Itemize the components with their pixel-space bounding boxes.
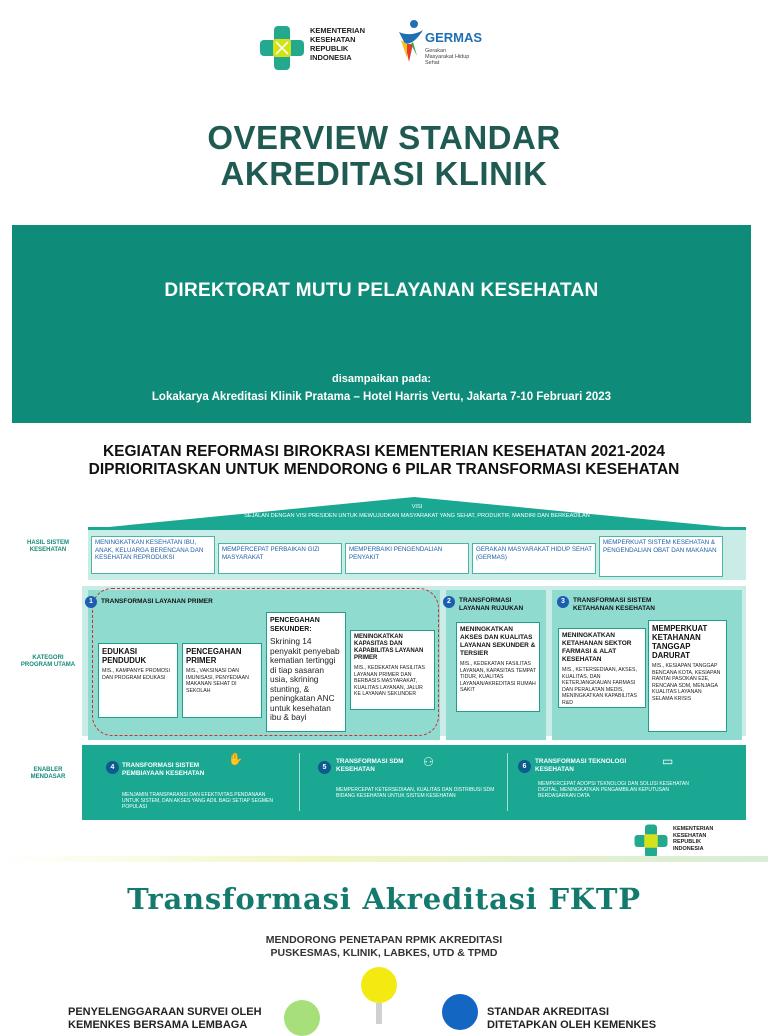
pillar-number: 2 — [443, 596, 455, 608]
yellow-node-icon — [361, 967, 397, 1003]
outcome-box: GERAKAN MASYARAKAT HIDUP SEHAT (GERMAS) — [472, 543, 596, 574]
blue-node-icon — [442, 994, 478, 1030]
standard-text: STANDAR AKREDITASI DITETAPKAN OLEH KEMENKES — [487, 1006, 657, 1031]
enabler-desc: MEMPERCEPAT KETERSEDIAAN, KUALITAS DAN DISTRIBUSI SDM BIDANG KESEHATAN UNTUK SISTEM KESEHATAN — [336, 787, 495, 800]
cover-title: OVERVIEW STANDAR AKREDITASI KLINIK — [207, 119, 561, 192]
label-kategori-program: KATEGORI PROGRAM UTAMA — [20, 655, 76, 668]
germas-logo-name: GERMAS — [425, 30, 483, 45]
vision-text: SEJALAN DENGAN VISI PRESIDEN UNTUK MEWUJUDKAN MASYARAKAT YANG SEHAT, PRODUKTIF, MANDIRI DAN BERKEADILAN — [244, 513, 590, 519]
fktp-title: Transformasi Akreditasi FKTP — [127, 882, 641, 916]
pillar-title: TRANSFORMASI LAYANAN RUJUKAN — [459, 597, 524, 612]
fktp-subtitle: MENDORONG PENETAPAN RPMK AKREDITASI PUSKESMAS, KLINIK, LABKES, UTD & TPMD — [265, 934, 503, 959]
program-box: MENINGKATKAN KETAHANAN SEKTOR FARMASI & ALAT KESEHATAN MIS., KETERSEDIAAN, AKSES, KUALITAS, DAN KETERJANGKAUAN FARMASI DAN PERALATAN MEDIS, MENINGKATKAN KAPABILITAS R&D — [558, 628, 646, 708]
program-box: MENINGKATKAN KAPASITAS DAN KAPABILITAS LAYANAN PRIMER MIS., KEDEKATAN FASILITAS LAYANAN PRIMER DAN BERBASIS MASYARAKAT, KUALITAS LAYANAN, JALUR KE LAYANAN SEKUNDER — [350, 630, 435, 710]
monitor-icon: ▭ — [662, 754, 674, 768]
green-node-icon — [284, 1000, 320, 1036]
enabler-title: TRANSFORMASI TEKNOLOGI KESEHATAN — [535, 758, 627, 773]
enabler-title: TRANSFORMASI SDM KESEHATAN — [336, 758, 404, 773]
presented-at-label: disampaikan pada: — [331, 373, 432, 385]
slide-cover — [0, 0, 768, 425]
enabler-number: 4 — [106, 761, 119, 774]
kemenkes-logo-small-text: KEMENTERIAN KESEHATAN REPUBLIK INDONESIA — [673, 826, 714, 852]
label-enabler: ENABLER MENDASAR — [30, 767, 66, 780]
label-hasil-sistem: HASIL SISTEM KESEHATAN — [27, 540, 69, 553]
vision-label: VISI — [411, 504, 423, 510]
pillar-title: TRANSFORMASI LAYANAN PRIMER — [101, 598, 213, 605]
germas-logo-tagline: Gerakan Masyarakat Hidup Sehat — [425, 48, 470, 66]
program-box-highlight: PENCEGAHAN SEKUNDER: Skrining 14 penyakit penyebab kematian tertinggi di tiap sasaran usia, skrining stunting, & peningkatan ANC untuk kesehatan ibu & bayi — [266, 612, 346, 732]
program-box: MENINGKATKAN AKSES DAN KUALITAS LAYANAN SEKUNDER & TERSIER MIS., KEDEKATAN FASILITAS LAYANAN, KAPASITAS TEMPAT TIDUR, KUALITAS LAYANAN/AKREDITASI RUMAH SAKIT — [456, 622, 540, 712]
vision-block — [88, 503, 746, 521]
kemenkes-logo — [258, 22, 378, 74]
pillar-number: 3 — [557, 596, 569, 608]
program-box: EDUKASI PENDUDUK MIS., KAMPANYE PROMOSI DAN PROGRAM EDUKASI — [98, 643, 178, 718]
program-box: PENCEGAHAN PRIMER MIS., VAKSINASI DAN IMUNISASI, PENYEDIAAN MAKANAN SEHAT DI SEKOLAH — [182, 643, 262, 718]
directorate-name: DIREKTORAT MUTU PELAYANAN KESEHATAN — [164, 280, 599, 301]
program-box: MEMPERKUAT KETAHANAN TANGGAP DARURAT MIS., KESIAPAN TANGGAP BENCANA KOTA, KESIAPAN RANTAI PASOKAN E2E, RENCANA SDM, MENJAGA KUALITAS LAYANAN SELAMA KRISIS — [648, 620, 727, 732]
finance-icon: ✋ — [228, 752, 243, 766]
outcome-box: MEMPERKUAT SISTEM KESEHATAN & PENGENDALIAN OBAT DAN MAKANAN — [599, 536, 723, 577]
people-icon: ⚇ — [423, 755, 434, 769]
enabler-desc: MEMPERCEPAT ADOPSI TEKNOLOGI DAN SOLUSI KESEHATAN DIGITAL, MENINGKATKAN PENGAMBILAN KEPUTUSAN BERDASARKAN DATA — [538, 781, 689, 800]
enabler-desc: MENJAMIN TRANSPARANSI DAN EFEKTIVITAS PENDANAAN UNTUK SISTEM, DAN AKSES YANG ADIL BAGI SETIAP SEGMEN POPULASI — [122, 792, 273, 811]
slide-fktp — [0, 856, 768, 1031]
germas-emblem-icon — [395, 18, 425, 64]
outcome-box: MEMPERCEPAT PERBAIKAN GIZI MASYARAKAT — [218, 543, 342, 574]
germas-logo — [395, 18, 485, 70]
enabler-number: 5 — [318, 761, 331, 774]
event-name: Lokakarya Akreditasi Klinik Pratama – Hotel Harris Vertu, Jakarta 7-10 Februari 2023 — [151, 391, 612, 403]
kemenkes-logo-text: KEMENTERIAN KESEHATAN REPUBLIK INDONESIA — [310, 26, 366, 62]
pillar-number: 1 — [85, 596, 97, 608]
slide-top-bar — [0, 856, 768, 862]
cover-banner — [12, 225, 751, 423]
outcome-box: MEMPERBAIKI PENGENDALIAN PENYAKIT — [345, 543, 469, 574]
kemenkes-emblem-icon — [258, 24, 306, 72]
enabler-title: TRANSFORMASI SISTEM PEMBIAYAAN KESEHATAN — [122, 762, 205, 777]
pillar-title: TRANSFORMASI SISTEM KETAHANAN KESEHATAN — [573, 597, 655, 612]
survey-text: PENYELENGGARAAN SURVEI OLEH KEMENKES BERSAMA LEMBAGA — [68, 1006, 262, 1031]
connector-line — [376, 1003, 382, 1024]
enabler-number: 6 — [518, 760, 531, 773]
reform-title: KEGIATAN REFORMASI BIROKRASI KEMENTERIAN KESEHATAN 2021-2024 DIPRIORITASKAN UNTUK MENDORONG 6 PILAR TRANSFORMASI KESEHATAN — [88, 443, 680, 478]
outcome-box: MENINGKATKAN KESEHATAN IBU, ANAK, KELUARGA BERENCANA DAN KESEHATAN REPRODUKSI — [91, 536, 215, 574]
kemenkes-emblem-icon — [633, 823, 669, 859]
